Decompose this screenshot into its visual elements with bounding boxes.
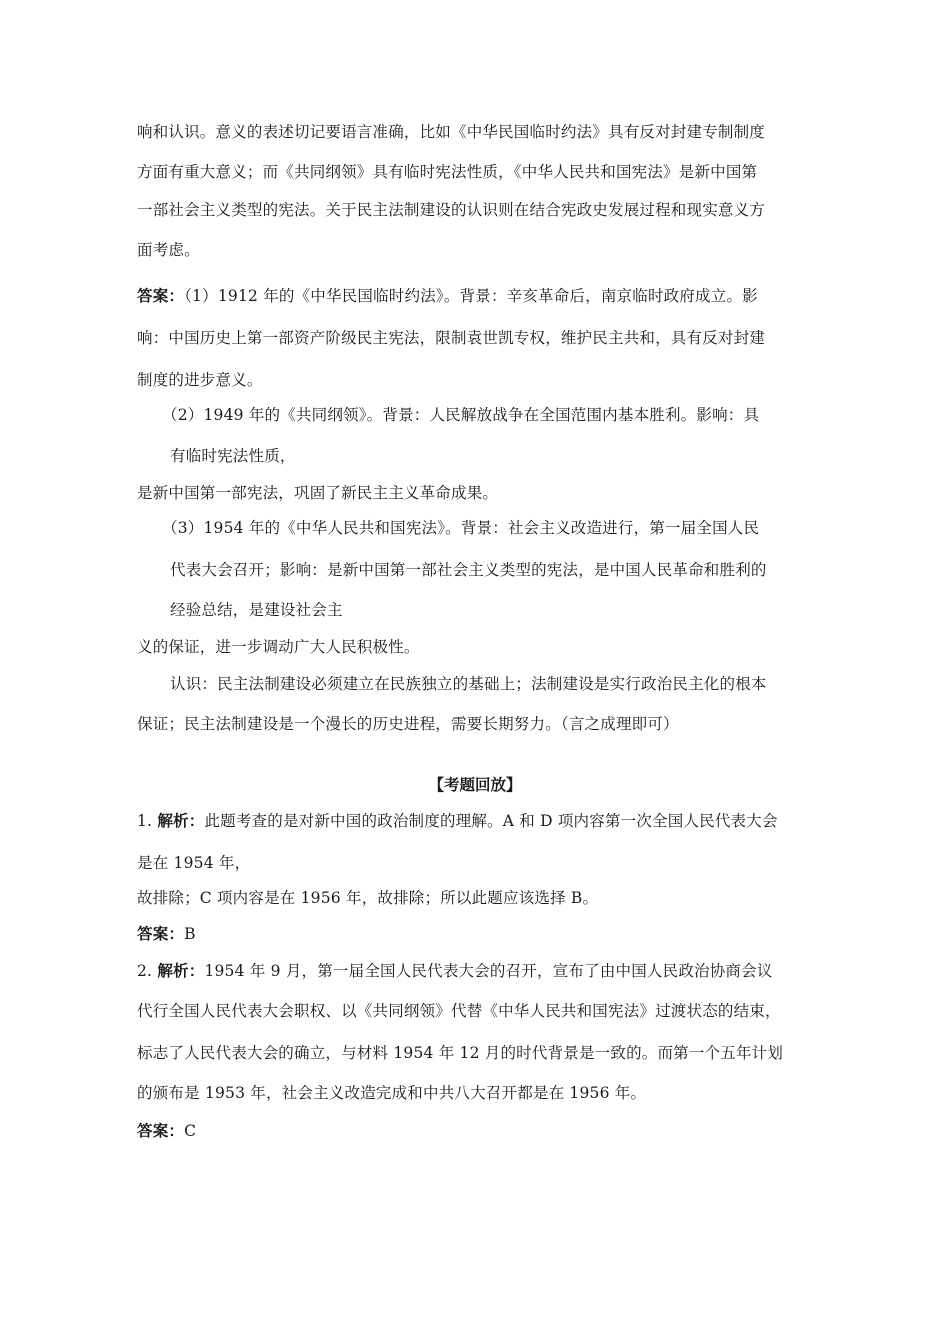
answer-label: 答案： xyxy=(137,286,185,305)
text-line: 响和认识。意义的表述切记要语言准确，比如《中华民国临时约法》具有反对封建专制制度 xyxy=(137,123,766,141)
text-line: 是新中国第一部宪法，巩固了新民主主义革命成果。 xyxy=(137,484,499,502)
text-line: 响：中国历史上第一部资产阶级民主宪法，限制袁世凯专权，维护民主共和，具有反对封建 xyxy=(137,329,766,347)
analysis-label: 解析： xyxy=(157,961,205,980)
text-line: 保证；民主法制建设是一个漫长的历史进程，需要长期努力。（言之成理即可） xyxy=(137,715,679,733)
text-line: 代表大会召开；影响：是新中国第一部社会主义类型的宪法，是中国人民革命和胜利的 xyxy=(170,561,767,579)
answer-line xyxy=(137,286,758,306)
text-line: 是在 1954 年， xyxy=(137,854,251,872)
text-line: 经验总结，是建设社会主 xyxy=(170,601,343,619)
question-1-line xyxy=(137,811,778,831)
answer-line xyxy=(137,924,196,944)
text-line: 标志了人民代表大会的确立，与材料 1954 年 12 月的时代背景是一致的。而第一个五年计划 xyxy=(137,1044,784,1062)
text-line: 的颁布是 1953 年，社会主义改造完成和中共八大召开都是在 1956 年。 xyxy=(137,1084,647,1102)
question-2-line xyxy=(137,961,773,981)
question-number: 1. xyxy=(137,812,158,830)
text-line: （2）1949 年的《共同纲领》。背景：人民解放战争在全国范围内基本胜利。影响：具 xyxy=(162,406,760,424)
text-line: 故排除；C 项内容是在 1956 年，故排除；所以此题应该选择 B。 xyxy=(137,889,599,907)
text-line: 义的保证，进一步调动广大人民积极性。 xyxy=(137,638,420,656)
section-title: 【考题回放】 xyxy=(428,775,522,794)
answer-label: 答案： xyxy=(137,1121,185,1140)
text-line: 制度的进步意义。 xyxy=(137,371,263,389)
text-line: 方面有重大意义；而《共同纲领》具有临时宪法性质，《中华人民共和国宪法》是新中国第 xyxy=(137,163,758,181)
answer-value: B xyxy=(184,925,196,943)
answer-text: （1）1912 年的《中华民国临时约法》。背景：辛亥革命后，南京临时政府成立。影 xyxy=(184,287,758,305)
text-line: 认识：民主法制建设必须建立在民族独立的基础上；法制建设是实行政治民主化的根本 xyxy=(170,675,767,693)
text-line: 面考虑。 xyxy=(137,241,200,259)
answer-value: C xyxy=(184,1122,197,1140)
text-line: 有临时宪法性质， xyxy=(170,447,296,465)
analysis-text: 1954 年 9 月，第一届全国人民代表大会的召开，宣布了由中国人民政治协商会议 xyxy=(204,962,773,980)
analysis-text: 此题考查的是对新中国的政治制度的理解。A 和 D 项内容第一次全国人民代表大会 xyxy=(204,812,778,830)
text-line: （3）1954 年的《中华人民共和国宪法》。背景：社会主义改造进行，第一届全国人民 xyxy=(162,519,760,537)
answer-line xyxy=(137,1121,196,1141)
text-line: 代行全国人民代表大会职权、以《共同纲领》代替《中华人民共和国宪法》过渡状态的结束， xyxy=(137,1002,781,1020)
question-number: 2. xyxy=(137,962,158,980)
analysis-label: 解析： xyxy=(157,811,205,830)
text-line: 一部社会主义类型的宪法。关于民主法制建设的认识则在结合宪政史发展过程和现实意义方 xyxy=(137,201,766,219)
answer-label: 答案： xyxy=(137,924,185,943)
